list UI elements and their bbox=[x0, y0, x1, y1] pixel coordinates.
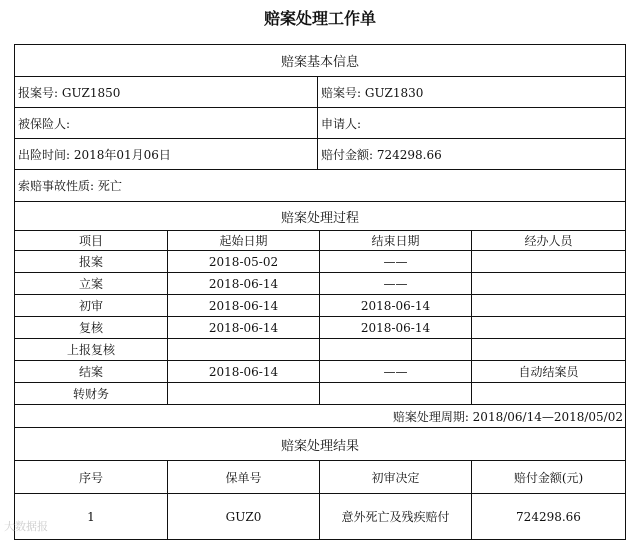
process-handler bbox=[471, 273, 625, 294]
basic-row-time-amount bbox=[15, 138, 625, 169]
process-handler bbox=[471, 295, 625, 316]
process-start-date bbox=[167, 339, 319, 360]
process-heading-row bbox=[15, 201, 625, 230]
process-row bbox=[15, 360, 625, 382]
process-row bbox=[15, 338, 625, 360]
process-end-date bbox=[319, 339, 471, 360]
insured-person: 被保险人: bbox=[18, 116, 71, 131]
process-row bbox=[15, 294, 625, 316]
accident-nature: 索赔事故性质: 死亡 bbox=[18, 179, 122, 193]
basic-row-people bbox=[15, 107, 625, 138]
process-header-end: 结束日期 bbox=[319, 231, 471, 250]
process-item: 结案 bbox=[78, 365, 103, 379]
process-end-date: —— bbox=[319, 251, 471, 272]
process-row bbox=[15, 272, 625, 294]
process-start-date: 2018-06-14 bbox=[167, 273, 319, 294]
result-heading-row bbox=[15, 427, 625, 460]
process-start-date bbox=[167, 383, 319, 404]
process-item: 立案 bbox=[78, 277, 103, 291]
process-header-handler: 经办人员 bbox=[471, 231, 625, 250]
result-header-decision: 初审决定 bbox=[319, 461, 471, 493]
process-start-date: 2018-05-02 bbox=[167, 251, 319, 272]
watermark: 大数据报 bbox=[4, 520, 48, 533]
process-item: 报案 bbox=[78, 255, 103, 269]
process-handler: 自动结案员 bbox=[471, 361, 625, 382]
basic-info-heading-row bbox=[15, 45, 625, 76]
process-header-start: 起始日期 bbox=[167, 231, 319, 250]
process-item: 初审 bbox=[78, 299, 103, 313]
result-amount: 724298.66 bbox=[471, 494, 625, 539]
accident-time: 出险时间: 2018年01月06日 bbox=[18, 147, 171, 162]
process-item: 转财务 bbox=[72, 387, 109, 401]
process-item: 上报复核 bbox=[66, 343, 115, 357]
basic-info-heading: 赔案基本信息 bbox=[280, 55, 359, 70]
result-header-policy: 保单号 bbox=[167, 461, 319, 493]
process-period: 赔案处理周期: 2018/06/14—2018/05/02 bbox=[392, 409, 623, 424]
result-decision: 意外死亡及残疾赔付 bbox=[319, 494, 471, 539]
process-end-date: —— bbox=[319, 273, 471, 294]
process-end-date: 2018-06-14 bbox=[319, 317, 471, 338]
document-title: 赔案处理工作单 bbox=[263, 9, 376, 28]
process-start-date: 2018-06-14 bbox=[167, 361, 319, 382]
result-header-row bbox=[15, 460, 625, 493]
claim-form bbox=[14, 44, 626, 540]
process-period-row bbox=[15, 404, 625, 427]
process-row bbox=[15, 250, 625, 272]
process-row bbox=[15, 316, 625, 338]
result-index: 1 bbox=[87, 509, 95, 524]
process-item: 复核 bbox=[78, 321, 103, 335]
report-number: 报案号: GUZ1850 bbox=[18, 85, 121, 100]
result-heading: 赔案处理结果 bbox=[280, 438, 359, 454]
process-handler bbox=[471, 317, 625, 338]
process-start-date: 2018-06-14 bbox=[167, 317, 319, 338]
payout-amount: 赔付金额: 724298.66 bbox=[317, 139, 625, 169]
result-header-index: 序号 bbox=[78, 470, 103, 485]
process-end-date: 2018-06-14 bbox=[319, 295, 471, 316]
process-row bbox=[15, 382, 625, 404]
applicant: 申请人: bbox=[317, 108, 625, 138]
result-header-amount: 赔付金额(元) bbox=[471, 461, 625, 493]
process-header-row bbox=[15, 230, 625, 250]
basic-row-numbers bbox=[15, 76, 625, 107]
process-header-item: 项目 bbox=[78, 234, 103, 248]
process-heading: 赔案处理过程 bbox=[280, 210, 359, 226]
process-end-date bbox=[319, 383, 471, 404]
process-handler bbox=[471, 383, 625, 404]
claim-number: 赔案号: GUZ1830 bbox=[317, 77, 625, 107]
result-row bbox=[15, 493, 625, 539]
basic-row-nature bbox=[15, 169, 625, 201]
process-start-date: 2018-06-14 bbox=[167, 295, 319, 316]
process-handler bbox=[471, 251, 625, 272]
process-end-date: —— bbox=[319, 361, 471, 382]
result-policy-number: GUZ0 bbox=[167, 494, 319, 539]
process-handler bbox=[471, 339, 625, 360]
